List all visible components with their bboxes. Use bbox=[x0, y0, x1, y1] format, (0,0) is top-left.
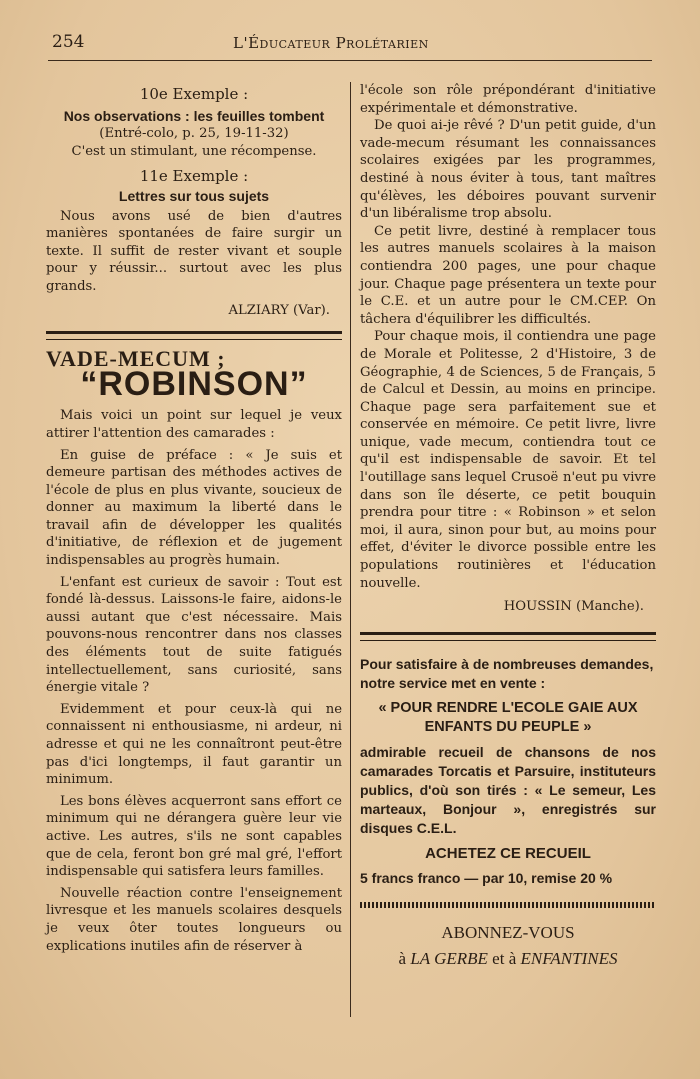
paragraph: Les bons élèves acquerront sans effort ce minimum qui ne dérangera guère leur vie active. Les autres, s'ils ne sont capables que de cela, feront bon gré mal gré, l'effort indispensable qui satisfera leurs familles. bbox=[46, 793, 342, 880]
section-title: VADE-MECUM ; bbox=[46, 346, 226, 372]
section-divider bbox=[360, 632, 656, 641]
paragraph: De quoi ai-je rêvé ? D'un petit guide, d'un vade-mecum résumant les connaissances scolaires exigées par les programmes, destiné à nous éviter à tous, tant maîtres qu'élèves, les déboires pouvant survenir d'un libéralisme trop absolu. bbox=[360, 118, 656, 222]
ad-call-to-action: ACHETEZ CE RECUEIL bbox=[425, 844, 591, 862]
subscription-prefix: à bbox=[398, 948, 407, 968]
author-signature: HOUSSIN (Manche). bbox=[503, 599, 644, 615]
page-header bbox=[48, 32, 652, 61]
ad-body: admirable recueil de chansons de nos camarades Torcatis et Parsuire, instituteurs publics, d'où son tirés : « Le semeur, Les marteaux, Bonjour », enregistrés sur disques C.E.L. bbox=[360, 743, 656, 836]
section-name: “ROBINSON” bbox=[80, 364, 308, 403]
paragraph: Pour chaque mois, il contiendra une page de Morale et Politesse, 2 d'Histoire, 3 de Géographie, 4 de Sciences, 5 de Français, 5 de Calcul et Dessin, au moins en principe. Chaque page sera parfaitement sue et conservée en mémoire. Ce petit livre, livre unique, vade mecum, contiendra tout ce qu'il est indispensable de savoir. Et tel l'outillage sans lequel Crusoë n'eut pu vivre dans son île déserte, ce petit bouquin prendra pour titre : « Robinson » et selon moi, il aura, sinon pour but, au moins pour effet, d'éviter le divorce possible entre les populations routinières et l'éducation nouvelle. bbox=[360, 329, 656, 591]
ad-slogan: « POUR RENDRE L'ECOLE GAIE AUX ENFANTS DU PEUPLE » bbox=[378, 699, 638, 735]
subscription-heading: ABONNEZ-VOUS bbox=[441, 922, 575, 942]
column-divider bbox=[350, 82, 351, 1017]
ad-intro: Pour satisfaire à de nombreuses demandes, notre service met en vente : bbox=[360, 655, 654, 691]
example-11-label: 11e Exemple : bbox=[139, 167, 249, 186]
subscription-and: et à bbox=[492, 948, 517, 968]
example-10-reference: (Entré-colo, p. 25, 19-11-32) bbox=[99, 126, 289, 142]
left-column bbox=[46, 82, 342, 955]
publication-name: ENFANTINES bbox=[520, 948, 618, 968]
advertisement bbox=[360, 655, 656, 888]
ad-price: 5 francs franco — par 10, remise 20 % bbox=[360, 869, 613, 886]
example-11-text: Nous avons usé de bien d'autres manières spontanées de faire surgir un texte. Il suffit de rester vivant et souple pour y réussir... surtout avec les plus grands. bbox=[46, 208, 342, 294]
running-title: L'Éducateur Prolétarien bbox=[233, 34, 429, 52]
paragraph: Evidemment et pour ceux-là qui ne connaissent ni enthousiasme, ni ardeur, ni adresse et qui ne les connaîtront peut-être pas d'ici longtemps, il faut garantir un minimum. bbox=[46, 701, 342, 788]
example-11-title: Lettres sur tous sujets bbox=[118, 187, 270, 204]
subscription-line bbox=[360, 946, 656, 972]
author-signature: ALZIARY (Var). bbox=[228, 302, 330, 318]
paragraph: L'enfant est curieux de savoir : Tout est fondé là-dessus. Laissons-le faire, aidons-le aussi autant que c'est nécessaire. Mais pouvons-nous rencontrer dans nos classes des éléments tout de suite fatigués intellectuellement, sans curiosité, sans énergie vitale ? bbox=[46, 574, 342, 696]
paragraph: Ce petit livre, destiné à remplacer tous les autres manuels scolaires à la maison contiendra 200 pages, une pour chaque jour. Chaque page présentera un texte pour le C.E. et un autre pour le CM.CEP. On tâchera d'équilibrer les difficultés. bbox=[360, 223, 656, 327]
subscription-notice bbox=[360, 920, 656, 972]
paragraph: Mais voici un point sur lequel je veux attirer l'attention des camarades : bbox=[46, 408, 342, 441]
right-column bbox=[360, 82, 656, 972]
example-10-text: C'est un stimulant, une récompense. bbox=[71, 143, 317, 159]
section-divider bbox=[46, 331, 342, 340]
page-number: 254 bbox=[52, 32, 85, 52]
example-10-title: Nos observations : les feuilles tombent bbox=[63, 107, 325, 124]
paragraph: En guise de préface : « Je suis et demeure partisan des méthodes actives de l'école de plus en plus vivante, soucieux de donner au maximum la liberté dans le travail afin de développer les qualités d'initiative, de réflexion et de jugement indispensables au progrès humain. bbox=[46, 447, 342, 569]
dotted-divider bbox=[360, 902, 656, 908]
example-10-label: 10e Exemple : bbox=[139, 85, 249, 103]
paragraph: Nouvelle réaction contre l'enseignement livresque et les manuels scolaires desquels je veux ôter toutes longueurs ou explications inutiles afin de réserver à bbox=[46, 885, 342, 954]
publication-name: LA GERBE bbox=[410, 948, 488, 968]
paragraph: l'école son rôle prépondérant d'initiative expérimentale et démonstrative. bbox=[360, 83, 656, 116]
